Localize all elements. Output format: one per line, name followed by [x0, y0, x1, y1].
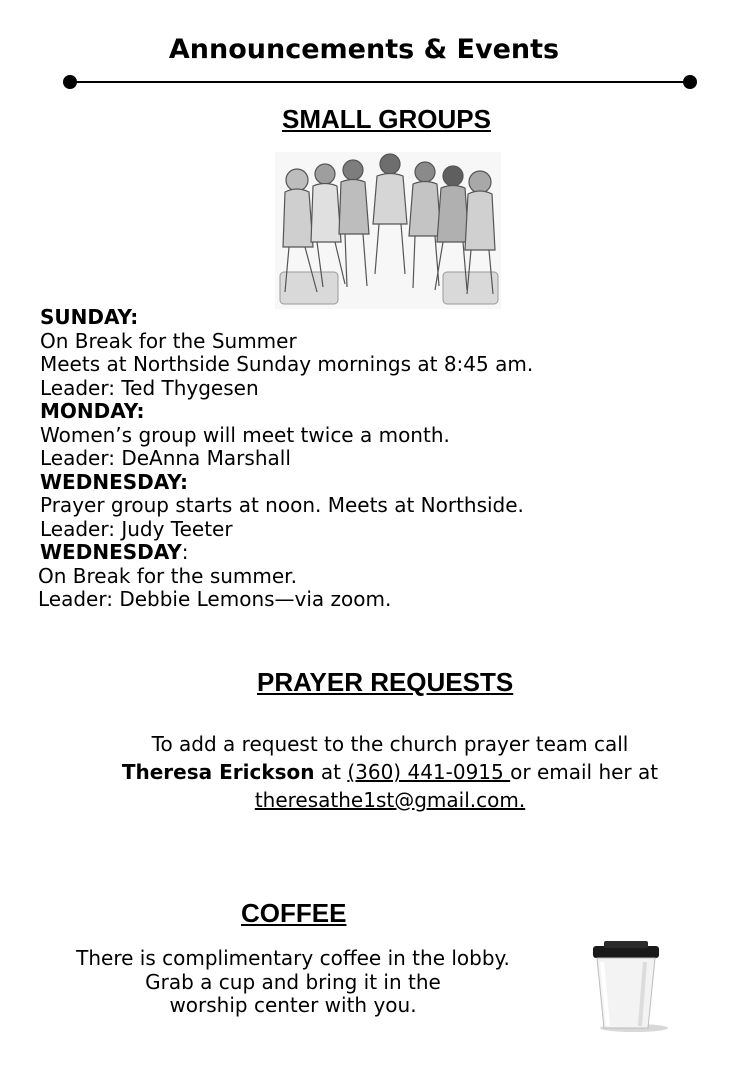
group-of-people-sitting-in-circle-icon: [275, 152, 501, 309]
coffee-cup-icon: [590, 940, 670, 1034]
email-link[interactable]: theresathe1st@gmail.com.: [254, 788, 526, 812]
small-groups-heading: SMALL GROUPS: [282, 104, 491, 134]
group-detail: Women’s group will meet twice a month.: [40, 422, 450, 447]
contact-name: Theresa Erickson: [121, 760, 315, 784]
group-detail: Prayer group starts at noon. Meets at Northside.: [40, 493, 524, 517]
small-groups-schedule: [40, 306, 640, 612]
coffee-line: worship center with you.: [169, 993, 417, 1017]
group-detail: Meets at Northside Sunday mornings at 8:45 am.: [40, 352, 534, 376]
group-day-row: [40, 541, 640, 565]
prayer-requests-body: [80, 730, 700, 814]
group-day: WEDNESDAY: [40, 540, 182, 564]
group-wednesday-prayer: [40, 471, 640, 542]
page-title: Announcements & Events: [168, 34, 560, 65]
group-monday: [40, 400, 640, 471]
group-wednesday-zoom: [40, 541, 640, 612]
group-leader: Leader: Debbie Lemons—via zoom.: [38, 587, 392, 611]
group-day: SUNDAY:: [40, 305, 139, 329]
prayer-intro: To add a request to the church prayer team call: [151, 732, 629, 756]
prayer-contact-line: [80, 758, 700, 786]
group-detail: On Break for the Summer: [40, 328, 297, 353]
group-detail: On Break for the summer.: [38, 563, 297, 588]
group-day: MONDAY:: [40, 399, 145, 423]
group-leader: Leader: DeAnna Marshall: [40, 446, 291, 470]
group-day: WEDNESDAY:: [40, 469, 189, 494]
group-leader: Leader: Judy Teeter: [40, 516, 233, 541]
contact-at: at: [314, 760, 348, 784]
group-sunday: [40, 306, 640, 400]
group-day-suffix: :: [181, 540, 189, 564]
coffee-heading: COFFEE: [241, 898, 347, 928]
coffee-body: [55, 947, 531, 1018]
prayer-requests-heading: PRAYER REQUESTS: [257, 667, 514, 697]
coffee-line: There is complimentary coffee in the lobby.: [76, 946, 510, 970]
coffee-line: Grab a cup and bring it in the: [145, 969, 441, 994]
divider-line: [70, 81, 690, 83]
contact-or-email: or email her at: [510, 760, 659, 784]
phone-link[interactable]: (360) 441-0915: [347, 760, 511, 784]
group-leader: Leader: Ted Thygesen: [40, 375, 259, 400]
divider-dot-right: [683, 75, 697, 89]
divider-dot-left: [63, 75, 77, 89]
